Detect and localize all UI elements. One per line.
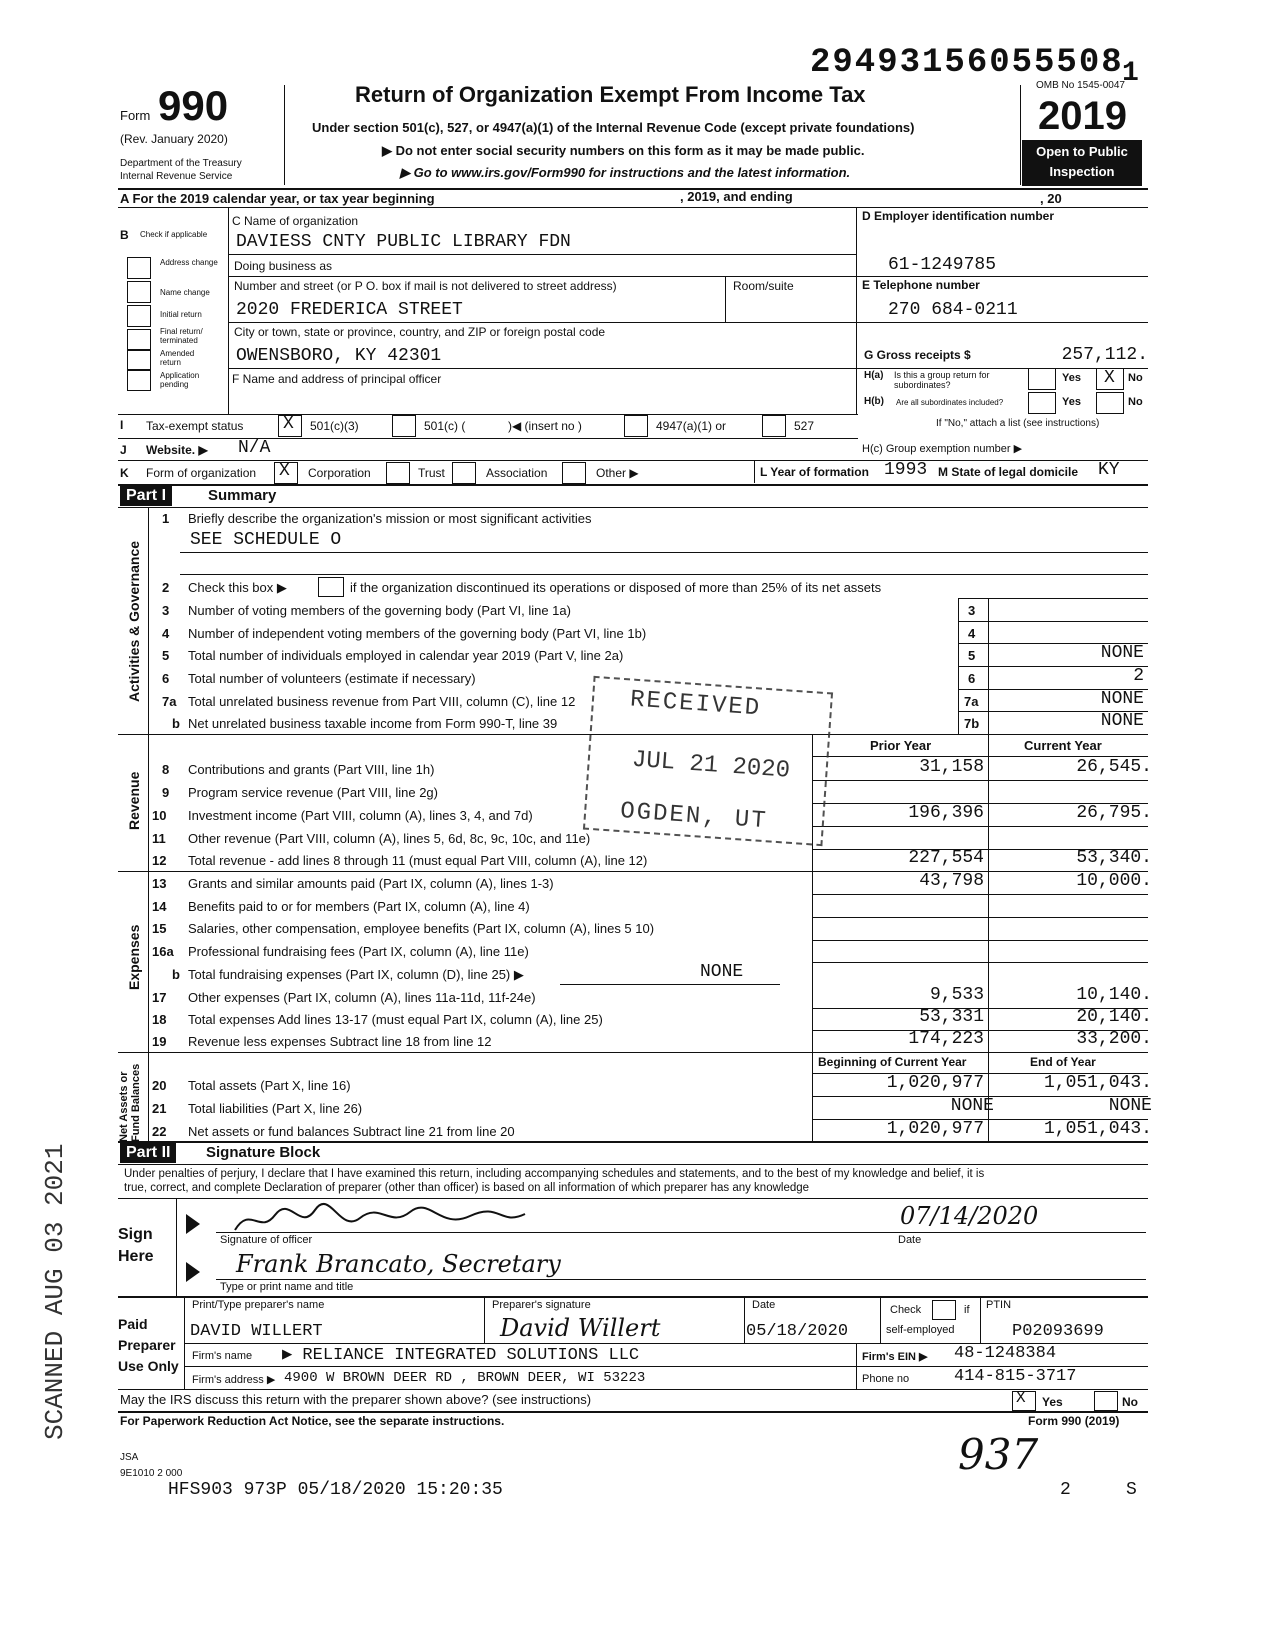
gov-box-7b: 7b [964,716,980,731]
hc-label: H(c) Group exemption number ▶ [862,443,1023,455]
room-label: Room/suite [733,279,794,293]
exp-prior-18: 53,331 [919,1007,984,1027]
omb-number: OMB No 1545-0047 [1036,80,1125,91]
rule-c2 [228,276,856,277]
exp-rule-14 [812,917,1148,918]
form-title: Return of Organization Exempt From Income Tax [355,82,866,107]
name-title-label: Type or print name and title [220,1281,354,1293]
self-employed-label: self-employed [886,1324,955,1336]
line-a-label: A For the 2019 calendar year, or tax year beginning [120,191,435,206]
corporation-label: Corporation [308,466,371,480]
d-label: D Employer identification number [862,209,1055,223]
exp-prior-17: 9,533 [929,985,984,1005]
rule-c3 [228,322,856,323]
m-text: M State of legal domicile [938,465,1079,479]
gov-box-4: 4 [968,626,976,641]
k-label: K [120,466,129,480]
scanned-stamp: SCANNED AUG 03 2021 [40,1143,70,1440]
association-checkbox[interactable] [452,462,476,484]
dept-irs: Internal Revenue Service [120,171,233,182]
exp-text-13: Grants and similar amounts paid (Part IX, column (A), lines 1-3) [188,876,554,891]
gov-box-7a: 7a [964,694,979,709]
501c3-label: 501(c)(3) [310,419,359,433]
b-item-name: Name change [160,288,210,297]
sig-line [216,1232,1146,1233]
part2-title: Signature Block [206,1144,321,1161]
exp-rule-13 [812,894,1148,895]
part1-title: Summary [208,487,277,504]
form-label: Form [120,108,151,123]
gov-num-4: 4 [162,626,170,641]
inspection-label: Inspection [1049,164,1115,179]
sign-arrow-2 [186,1262,200,1282]
street-label: Number and street (or P O. box if mail is not delivered to street address) [234,279,617,293]
hb-label: H(b) [864,396,884,407]
discuss-no-label: No [1122,1395,1138,1409]
l-text: L Year of formation [760,465,869,479]
header-rule [118,188,1148,190]
exp-num-13: 13 [152,876,167,891]
pra-notice: For Paperwork Reduction Act Notice, see the separate instructions. [120,1414,505,1428]
state-domicile: KY [1098,460,1120,480]
j-label: J [120,443,127,457]
prep-sig-label: Preparer's signature [492,1299,591,1311]
i-text: Tax-exempt status [146,419,244,433]
discuss-yes-label: Yes [1042,1395,1063,1409]
firm-phone-label: Phone no [862,1373,910,1385]
firm-address: 4900 W BROWN DEER RD , BROWN DEER, WI 53223 [284,1370,646,1386]
open-inspection-badge [1022,140,1142,186]
rev-rule-10 [812,826,1148,827]
handwritten-number: 937 [958,1430,1039,1479]
hb-note: If "No," attach a list (see instructions) [936,418,1100,429]
exp-num-19: 19 [152,1034,167,1049]
b-label: B [120,228,129,242]
ha-yes-checkbox[interactable] [1028,368,1056,390]
penalty-line1: Under penalties of perjury, I declare that I have examined this return, including accompanying schedules and statements, and to the best of my knowledge and belief, it is [124,1168,985,1180]
rev-num-10: 10 [152,808,167,823]
rule-sign-bottom [118,1296,1148,1298]
hb-yes-label: Yes [1062,396,1081,408]
b-item-address: Address change [160,258,218,267]
website-value: N/A [238,438,271,458]
g-label: G Gross receipts $ [864,348,971,362]
side-net-assets: Net Assets or Fund Balances [118,1063,142,1142]
j-text: Website. ▶ [146,443,208,457]
gov-num-5: 5 [162,648,170,663]
l-divider [754,461,755,483]
dba-label: Doing business as [234,259,333,273]
rule-e [856,322,1148,323]
rule-j [118,460,1148,461]
side-expenses: Expenses [126,924,142,990]
rev-num-9: 9 [162,785,170,800]
exp-rule-16a [812,962,1148,963]
self-employed-checkbox[interactable] [932,1300,956,1320]
room-divider [725,276,726,322]
rule-a [118,207,1148,208]
ptin-label: PTIN [986,1299,1012,1311]
rule-p1 [118,507,1148,508]
insert-label: )◀ (insert no ) [508,419,582,433]
rev-prior-12: 227,554 [908,848,984,868]
b-item-amended: Amended return [160,349,195,367]
rev-prior-10: 196,396 [908,803,984,823]
prep-date-label: Date [752,1299,776,1311]
prep-check-divider [880,1297,881,1343]
year-formation: 1993 [884,460,928,480]
barcode-number: 29493156055508 [810,44,1124,82]
rev-current-12: 53,340. [1076,848,1152,868]
if-label: if [964,1304,970,1316]
col-current-left [988,734,989,1141]
penalty-line2: true, correct, and complete Declaration of preparer (other than officer) is based on all information of which preparer has any knowledge [124,1182,810,1194]
ein-value: 61-1249785 [888,255,997,275]
c-label: C Name of organization [232,214,359,228]
header-divider-right [1020,85,1021,185]
net-current-20: 1,051,043. [1043,1073,1152,1093]
discuss-no-checkbox[interactable] [1094,1391,1118,1411]
firm-name: ▶ RELIANCE INTEGRATED SOLUTIONS LLC [282,1346,640,1365]
line-a-end: , 20 [1040,191,1062,206]
firm-ein: 48-1248384 [954,1344,1057,1363]
k-text: Form of organization [146,466,257,480]
line1-num: 1 [162,511,170,526]
gov-text-7a: Total unrelated business revenue from Part VIII, column (C), line 12 [188,694,576,709]
form-rev: (Rev. January 2020) [120,132,228,146]
f-label: F Name and address of principal officer [232,372,442,386]
tax-year: 2019 [1038,94,1127,138]
rule-d [856,276,1148,277]
ha-label: H(a) [864,370,884,381]
rule-k [118,484,1148,486]
501c-label: 501(c) ( [424,419,466,433]
exp-num-16b: b [172,967,180,982]
rule-l1b [180,574,1148,575]
rule-p2 [118,1164,1148,1165]
part1-tag: Part I [120,486,172,506]
rule-part1-bottom [118,1141,1148,1143]
rule-l1a [180,552,1148,553]
rev-current-10: 26,795. [1076,803,1152,823]
org-street: 2020 FREDERICA STREET [236,300,463,320]
stamp-date: JUL 21 2020 [630,746,791,785]
rev-num-12: 12 [152,853,167,868]
col-current-header: Current Year [1024,738,1102,753]
exp-num-18: 18 [152,1012,167,1027]
527-checkbox[interactable] [762,415,786,437]
side-divider [148,508,149,1142]
c-block-left [228,208,229,414]
address-change-checkbox[interactable] [127,257,151,279]
gov-num-3: 3 [162,603,170,618]
amended-return-checkbox[interactable] [127,349,151,371]
ssn-notice: ▶ Do not enter social security numbers on this form as it may be made public. [382,143,865,158]
page-s: S [1126,1480,1137,1500]
rev-prior-8: 31,158 [919,757,984,777]
line-a-mid: , 2019, and ending [680,189,793,204]
rule-exp-bottom [118,1052,1148,1053]
gov-val-7a: NONE [1100,689,1144,709]
bottom-timestamp: HFS903 973P 05/18/2020 15:20:35 [168,1480,503,1500]
irs-link-notice[interactable]: ▶ Go to www.irs.gov/Form990 for instructions and the latest information. [400,165,851,180]
ptin-divider [980,1297,981,1343]
open-public-label: Open to Public [1036,144,1128,159]
gov-text-6: Total number of volunteers (estimate if necessary) [188,671,476,686]
exp-num-14: 14 [152,899,167,914]
sign-divider [176,1198,177,1296]
gov-val-6: 2 [1133,666,1144,686]
net-text-21: Total liabilities (Part X, line 26) [188,1101,363,1116]
firm-address-label: Firm's address ▶ [192,1374,276,1386]
city-label: City or town, state or province, country, and ZIP or foreign postal code [234,325,606,339]
ha-text: Is this a group return for subordinates? [894,370,990,390]
rev-text-12: Total revenue - add lines 8 through 11 (must equal Part VIII, column (A), line 12) [188,853,648,868]
gov-box-6: 6 [968,671,976,686]
exp-text-16a: Professional fundraising fees (Part IX, column (A), line 11e) [188,944,529,959]
side-revenue: Revenue [126,771,142,830]
gross-receipts: 257,112. [1061,345,1148,365]
gov-num-6: 6 [162,671,170,686]
net-num-21: 21 [152,1101,167,1116]
firm-ein-label: Firm's EIN ▶ [862,1351,928,1363]
barcode-suffix: 1 [1122,58,1139,89]
firm-phone: 414-815-3717 [954,1367,1077,1386]
name-line [216,1279,1146,1280]
date-label: Date [898,1234,922,1246]
exp-16b-extra: NONE [700,962,744,982]
501c3-mark: X [283,414,294,434]
4947-label: 4947(a)(1) or [656,419,727,433]
col-prior-header: Prior Year [870,738,932,753]
rule-c1 [228,254,856,255]
gov-text-4: Number of independent voting members of the governing body (Part VI, line 1b) [188,626,647,641]
rev-text-9: Program service revenue (Part VIII, line 2g) [188,785,438,800]
exp-num-17: 17 [152,990,167,1005]
col-boy-header: Beginning of Current Year [818,1055,967,1069]
gov-num-7b: b [172,716,180,731]
name-change-checkbox[interactable] [127,281,151,303]
rule-footer [118,1411,1148,1413]
association-label: Association [486,466,548,480]
use-only-label: Use Only [118,1358,179,1374]
gov-box-5: 5 [968,648,976,663]
rev-text-8: Contributions and grants (Part VIII, line 1h) [188,762,435,777]
net-text-22: Net assets or fund balances Subtract line 21 from line 20 [188,1124,515,1139]
ha-no-label: No [1128,372,1143,384]
net-prior-22: 1,020,977 [886,1119,984,1139]
form-subtitle: Under section 501(c), 527, or 4947(a)(1) of the Internal Revenue Code (except private foundations) [312,120,915,135]
exp-prior-13: 43,798 [919,871,984,891]
b-item-final: Final return/ terminated [160,327,203,345]
net-num-20: 20 [152,1078,167,1093]
sign-date: 07/14/2020 [900,1202,1039,1230]
check-label: Check [890,1304,922,1316]
jsa-code: 9E1010 2 000 [120,1468,183,1479]
exp-num-16a: 16a [152,944,174,959]
net-current-21: NONE [1108,1096,1152,1116]
trust-checkbox[interactable] [386,462,410,484]
line1-text: Briefly describe the organization's mission or most significant activities [188,511,592,526]
b-item-pending: Application pending [160,371,200,389]
col-eoy-header: End of Year [1030,1055,1096,1069]
line2-text: Check this box ▶ [188,580,287,595]
prep-sig-divider [484,1297,485,1343]
rev-num-8: 8 [162,762,170,777]
other-label: Other ▶ [596,466,639,480]
final-return-checkbox[interactable] [127,329,151,351]
org-city: OWENSBORO, KY 42301 [236,346,442,366]
application-pending-checkbox[interactable] [127,369,151,391]
rev-rule-8 [812,780,1148,781]
sign-arrow-1 [186,1214,200,1234]
501c-checkbox[interactable] [392,415,416,437]
trust-label: Trust [418,466,445,480]
exp-text-19: Revenue less expenses Subtract line 18 from line 12 [188,1034,492,1049]
line1-value: SEE SCHEDULE O [190,530,342,550]
rev-num-11: 11 [152,831,166,846]
gov-text-5: Total number of individuals employed in calendar year 2019 (Part V, line 2a) [188,648,624,663]
discuss-text: May the IRS discuss this return with the preparer shown above? (see instructions) [120,1392,592,1407]
part2-tag: Part II [120,1143,176,1163]
gov-box-3: 3 [968,603,976,618]
exp-current-17: 10,140. [1076,985,1152,1005]
hb-no-checkbox[interactable] [1096,392,1124,414]
4947-checkbox[interactable] [624,415,648,437]
gov-text-3: Number of voting members of the governing body (Part VI, line 1a) [188,603,571,618]
b-item-initial: Initial return [160,310,202,319]
ha-yes-label: Yes [1062,372,1081,384]
gov-val-5: NONE [1100,643,1144,663]
rev-current-8: 26,545. [1076,757,1152,777]
net-current-22: 1,051,043. [1043,1119,1152,1139]
rule-i [118,438,858,439]
sig-officer-label: Signature of officer [220,1234,313,1246]
preparer-label: Preparer [118,1337,176,1353]
net-prior-21: NONE [950,1096,994,1116]
rev-text-10: Investment income (Part VIII, column (A), lines 3, 4, and 7d) [188,808,533,823]
form-number: 990 [158,82,229,129]
e-label: E Telephone number [862,278,980,292]
gov-rule-3 [958,621,1148,622]
exp-text-18: Total expenses Add lines 13-17 (must equal Part IX, column (A), line 25) [188,1012,603,1027]
firm-name-label: Firm's name [192,1350,253,1362]
rule-c4 [228,368,856,369]
officer-name: Frank Brancato, Secretary [236,1250,561,1278]
exp-num-15: 15 [152,921,167,936]
corporation-mark: X [279,461,290,481]
discuss-yes-mark: X [1016,1389,1026,1407]
other-checkbox[interactable] [562,462,586,484]
line2-text2: if the organization discontinued its operations or disposed of more than 25% of its net assets [350,580,882,595]
exp-text-17: Other expenses (Part IX, column (A), lines 11a-11d, 11f-24e) [188,990,536,1005]
received-stamp [583,676,833,846]
paid-label: Paid [118,1316,148,1332]
527-label: 527 [794,419,815,433]
exp-rule-15 [812,940,1148,941]
net-num-22: 22 [152,1124,167,1139]
exp-current-19: 33,200. [1076,1029,1152,1049]
hb-no-label: No [1128,396,1143,408]
hb-text: Are all subordinates included? [896,398,1004,407]
exp-current-13: 10,000. [1076,871,1152,891]
header-divider-left [284,85,285,185]
gov-val-7b: NONE [1100,711,1144,731]
d-block-left [856,208,857,414]
hb-yes-checkbox[interactable] [1028,392,1056,414]
ptin-value: P02093699 [1012,1322,1104,1341]
b-check-label: Check if applicable [140,230,208,239]
initial-return-checkbox[interactable] [127,305,151,327]
rule-penalty [118,1198,1148,1199]
dept-treasury: Department of the Treasury [120,158,242,169]
rule-c-bottom [118,414,858,415]
exp-current-18: 20,140. [1076,1007,1152,1027]
phone-value: 270 684-0211 [888,300,1018,320]
prep-date-divider [744,1297,745,1343]
prep-signature: David Willert [500,1314,661,1342]
org-name: DAVIESS CNTY PUBLIC LIBRARY FDN [236,232,571,252]
exp-text-15: Salaries, other compensation, employee benefits (Part IX, column (A), lines 5 10) [188,921,655,936]
jsa-label: JSA [120,1452,139,1463]
ha-no-mark: X [1104,368,1115,388]
stamp-location: OGDEN, UT [619,798,769,836]
net-prior-20: 1,020,977 [886,1073,984,1093]
rule-prep3 [118,1389,1148,1390]
sign-label: Sign [118,1226,153,1243]
i-label: I [120,418,124,432]
side-activities: Activities & Governance [126,540,142,702]
discontinued-checkbox[interactable] [318,577,344,597]
form-ref: Form 990 (2019) [1028,1414,1120,1428]
stamp-received: RECEIVED [629,686,762,723]
exp-text-16b: Total fundraising expenses (Part IX, column (D), line 25) ▶ [188,967,524,982]
gov-top [958,598,1148,599]
page-number: 2 [1060,1480,1071,1500]
here-label: Here [118,1248,154,1265]
gov-num-7a: 7a [162,694,177,709]
exp-16b-underline [560,984,780,985]
gov-text-7b: Net unrelated business taxable income from Form 990-T, line 39 [188,716,558,731]
prep-name: DAVID WILLERT [190,1322,323,1341]
prep-name-label: Print/Type preparer's name [192,1299,325,1311]
net-text-20: Total assets (Part X, line 16) [188,1078,351,1093]
rev-text-11: Other revenue (Part VIII, column (A), lines 5, 6d, 8c, 9c, 10c, and 11e) [188,831,591,846]
exp-text-14: Benefits paid to or for members (Part IX, column (A), line 4) [188,899,530,914]
prep-date: 05/18/2020 [746,1322,849,1341]
line2-num: 2 [162,580,170,595]
exp-prior-19: 174,223 [908,1029,984,1049]
